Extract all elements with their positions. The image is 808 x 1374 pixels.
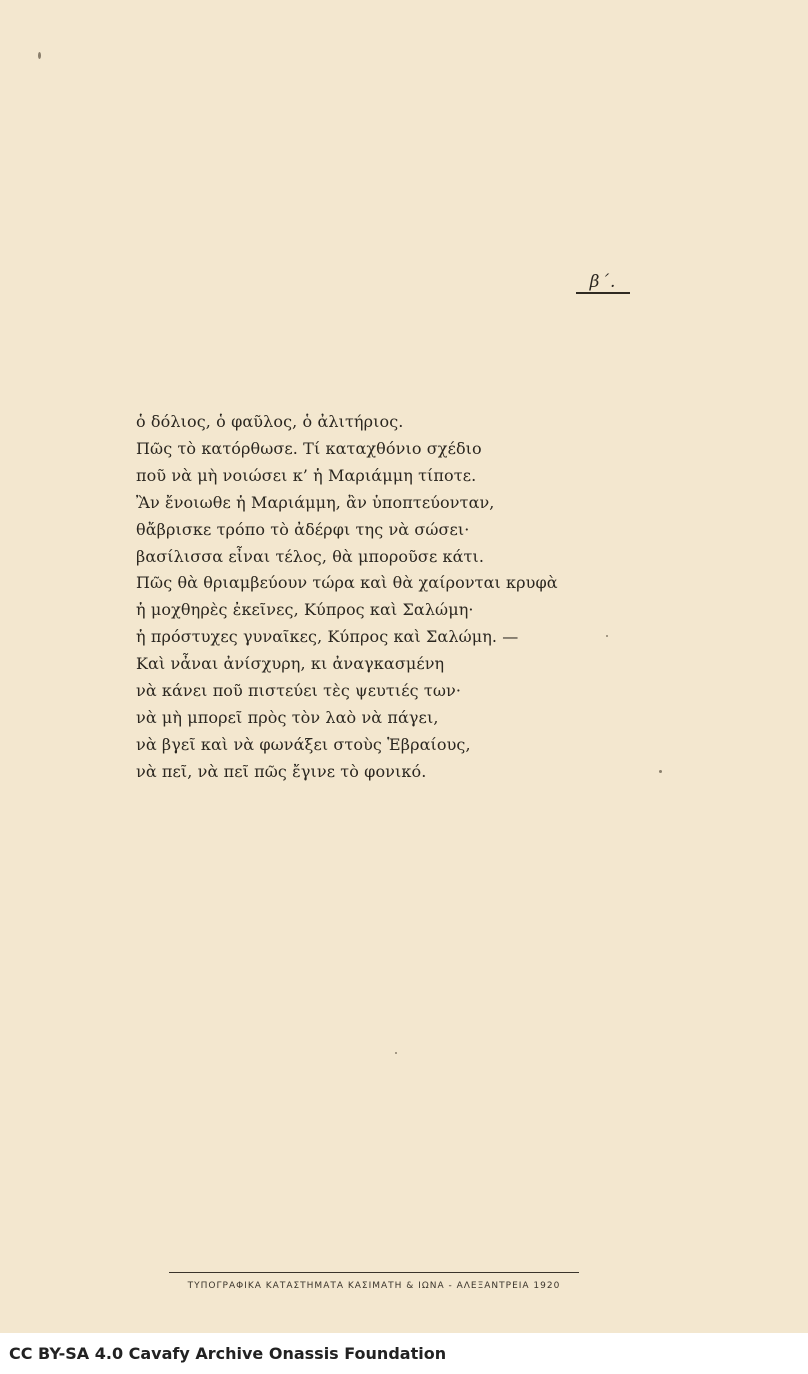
poem-line: νὰ κάνει ποῦ πιστεύει τὲς ψευτιές των· [136,681,462,701]
printer-colophon: ΤΥΠΟΓΡΑΦΙΚΑ ΚΑΤΑΣΤΗΜΑΤΑ ΚΑΣΙΜΑΤΗ & ΙΩΝΑ - ΑΛΕΞΑΝΤΡΕΙΑ 1920 [187,1281,561,1291]
ink-speck [395,1052,397,1054]
poem-line: ὁ δόλιος, ὁ φαῦλος, ὁ ἀλιτήριος. [136,412,404,431]
colophon-rule [169,1272,579,1273]
page-number-rule [576,292,630,294]
poem-text [136,409,656,786]
ink-speck [659,770,662,773]
poem-line: βασίλισσα εἶναι τέλος, θὰ μποροῦσε κάτι. [136,546,485,566]
footer-bar [0,1333,808,1374]
poem-line: Πῶς τὸ κατόρθωσε. Τί καταχθόνιο σχέδιο [136,438,482,458]
page-number-block [576,272,630,294]
poem-line: ἡ πρόστυχες γυναῖκες, Κύπρος καὶ Σαλώμη. — [136,627,519,647]
poem-line: νὰ πεῖ, νὰ πεῖ πῶς ἔγινε τὸ φονικό. [136,761,427,781]
license-credit: CC BY-SA 4.0 Cavafy Archive Onassis Foundation [9,1344,447,1363]
poem-line: νὰ μὴ μπορεῖ πρὸς τὸν λαὸ νὰ πάγει, [136,707,439,727]
poem-line: Πῶς θὰ θριαμβεύουν τώρα καὶ θὰ χαίρονται κρυφὰ [136,573,558,593]
poem-line: Καὶ νἆναι ἀνίσχυρη, κι ἀναγκασμένη [136,654,445,674]
ink-speck [38,52,41,59]
poem-line: νὰ βγεῖ καὶ νὰ φωνάξει στοὺς Ἑβραίους, [136,734,471,754]
page-number: β΄. [589,272,617,292]
poem-line: ποῦ νὰ μὴ νοιώσει κ’ ἡ Μαριάμμη τίποτε. [136,465,477,485]
poem-line: θἄβρισκε τρόπο τὸ ἀδέρφι της νὰ σώσει· [136,519,470,539]
poem-line: Ἂν ἔνοιωθε ἡ Μαριάμμη, ἂν ὑποπτεύονταν, [136,492,495,512]
poem-line: ἡ μοχθηρὲς ἐκεῖνες, Κύπρος καὶ Σαλώμη· [136,600,474,620]
